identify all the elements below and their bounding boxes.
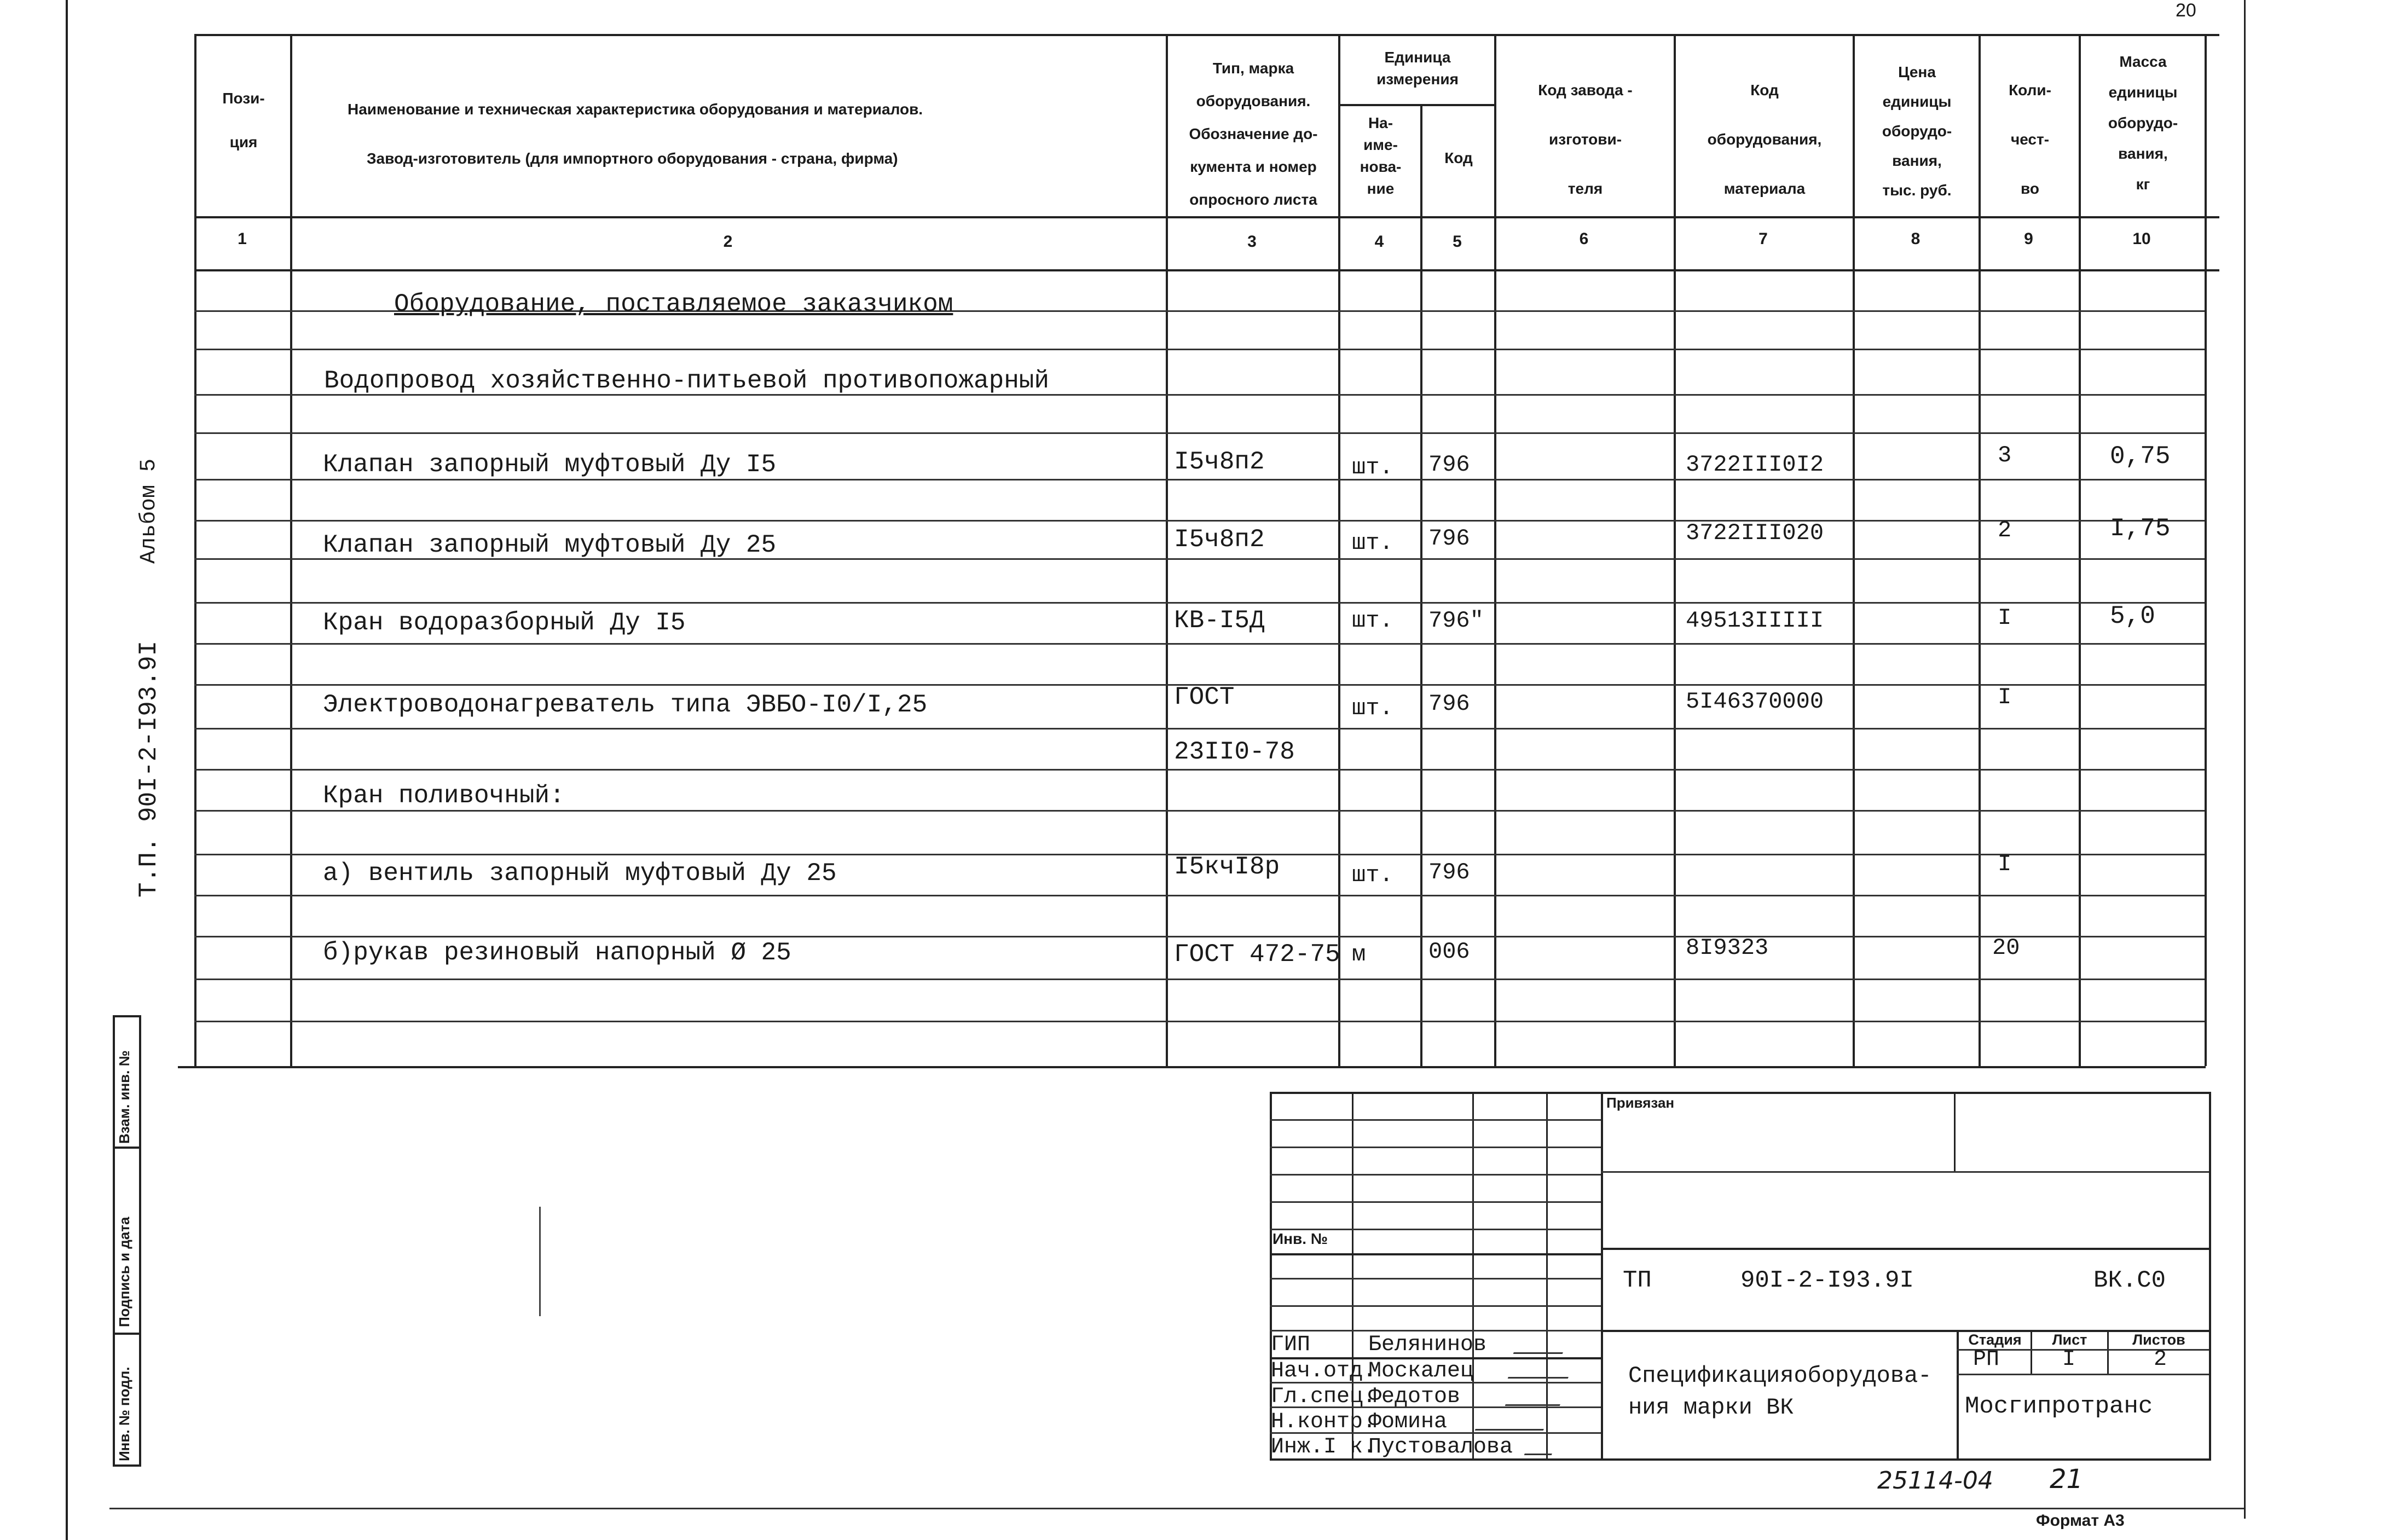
header-type: Тип, марка оборудования. Обозначение до- кумента и номер опросного листа — [1189, 60, 1318, 208]
header-position: Пози- ция — [222, 90, 265, 150]
header-equipment-code: Код оборудования, материала — [1707, 82, 1822, 197]
header-bottom-border — [194, 216, 2219, 218]
table-row-item-type: ГОСТ 472-75 — [1174, 940, 1340, 969]
table-row-item-equip-code: 3722III020 — [1686, 520, 1824, 546]
table-row-item-equip-code: 5I46370000 — [1686, 688, 1824, 715]
stamp-signature-date: Подпись и дата — [116, 1217, 132, 1327]
stamp-inv-podl: Инв. № подл. — [116, 1367, 132, 1461]
staff-name: Москалец — [1368, 1359, 1474, 1383]
signature-mark — [1475, 1415, 1549, 1431]
document-title: Спецификацияоборудова- ния марки ВК — [1628, 1363, 1932, 1421]
stamp-box-left — [113, 1015, 115, 1467]
staff-role: Гл.спец. — [1271, 1385, 1376, 1409]
unit-group-divider — [1338, 104, 1494, 106]
header-manufacturer-code: Код завода - изготови- теля — [1538, 82, 1633, 197]
col-number-9: 9 — [2024, 230, 2033, 248]
col-number-6: 6 — [1579, 230, 1589, 248]
col-number-1: 1 — [238, 230, 247, 248]
table-row-item-type: I5ч8п2 — [1174, 525, 1265, 554]
table-row-item-qty: 3 — [1998, 442, 2012, 468]
privyazan-label: Привязан — [1606, 1095, 1675, 1111]
table-row-item-equip-code: 49513IIIII — [1686, 607, 1824, 634]
inventory-number: 25114-04 — [1877, 1467, 1993, 1495]
table-row-item-name: б)рукав резиновый напорный Ø 25 — [323, 939, 791, 967]
staff-role: Н.контр. — [1271, 1410, 1376, 1434]
table-row-item-name: Клапан запорный муфтовый Ду I5 — [323, 450, 777, 479]
table-top-border — [194, 34, 2219, 36]
inv-no-label: Инв. № — [1272, 1230, 1328, 1247]
table-row-item-qty: I — [1998, 684, 2012, 710]
designation: 90I-2-I93.9I — [1740, 1267, 1914, 1294]
header-unit-code: Код — [1444, 149, 1473, 166]
staff-role: ГИП — [1271, 1333, 1311, 1357]
col-number-5: 5 — [1453, 233, 1462, 251]
signature-mark — [1513, 1338, 1569, 1354]
table-row-item-name: Электроводонагреватель типа ЭВБО-I0/I,25 — [323, 691, 928, 719]
stamp-box-right — [139, 1015, 141, 1467]
title-block-top — [1270, 1092, 2211, 1094]
table-row-item-unit-code: 796 — [1428, 859, 1470, 885]
col-number-2: 2 — [723, 233, 733, 251]
table-row-item-unit-code: 796 — [1428, 525, 1470, 552]
table-row-item-unit: шт. — [1352, 530, 1393, 556]
table-row-item-mass: I,75 — [2110, 514, 2171, 543]
signature-mark — [1524, 1439, 1558, 1455]
section-title: Оборудование, поставляемое заказчиком — [394, 290, 953, 319]
table-row-item-type: I5ч8п2 — [1174, 448, 1265, 476]
table-row-item-name: Кран водоразборный Ду I5 — [323, 609, 686, 637]
staff-name: Пустовалова — [1368, 1435, 1513, 1460]
subsection-title: Водопровод хозяйственно-питьевой противопожарный — [324, 367, 1050, 395]
header-unit-group: Единица измерения — [1376, 49, 1459, 88]
table-row-item-mass: 5,0 — [2110, 602, 2155, 630]
table-row-item-unit: шт. — [1352, 454, 1393, 480]
stamp-replacement-inv: Взам. инв. № — [116, 1050, 132, 1144]
corner-page-number: 20 — [2176, 0, 2196, 21]
stage-value: РП — [1973, 1347, 2000, 1372]
right-margin-line — [2244, 0, 2246, 1519]
sheets-value: 2 — [2154, 1347, 2167, 1372]
header-mass: Масса единицы оборудо- вания, кг — [2108, 53, 2178, 193]
subgroup-title: Кран поливочный: — [323, 781, 565, 810]
signature-mark — [1508, 1363, 1574, 1379]
table-row-item-qty: I — [1998, 605, 2012, 631]
page-number: 21 — [2050, 1464, 2084, 1495]
table-row-item-mass: 0,75 — [2110, 442, 2171, 471]
table-row-item-type: ГОСТ — [1174, 683, 1235, 711]
table-row-item-unit-code: 796 — [1428, 691, 1470, 717]
table-bottom-border — [178, 1066, 2206, 1068]
table-row-item-equip-code: 3722III0I2 — [1686, 451, 1824, 478]
staff-name: Белянинов — [1368, 1333, 1487, 1357]
table-row-item-unit-code: 796" — [1428, 607, 1484, 634]
table-row-item-unit-code: 796 — [1428, 451, 1470, 478]
col-number-8: 8 — [1911, 230, 1921, 248]
col-number-bottom-border — [194, 269, 2219, 271]
sheet-label: Лист — [2052, 1331, 2087, 1348]
staff-name: Фомина — [1368, 1410, 1448, 1434]
format-label: Формат А3 — [2036, 1512, 2125, 1530]
document-mark: ВК.С0 — [2093, 1267, 2166, 1294]
organization: Мосгипротранс — [1965, 1393, 2153, 1420]
table-row-item-unit: шт. — [1352, 862, 1393, 888]
bottom-frame-line — [109, 1508, 2244, 1509]
table-row-item-qty: 2 — [1998, 517, 2012, 543]
table-row-item-name: Клапан запорный муфтовый Ду 25 — [323, 531, 777, 559]
table-row-item-type: I5кчI8р — [1174, 853, 1280, 881]
table-row-item-qty: 20 — [1992, 935, 2020, 961]
table-row-item-qty: I — [1998, 851, 2012, 877]
pencil-mark — [539, 1207, 541, 1316]
table-row-item-type-line2: 23II0-78 — [1174, 738, 1295, 766]
stage-label: Стадия — [1968, 1331, 2022, 1348]
staff-role: Инж.I к. — [1271, 1435, 1376, 1460]
album-label: Альбом 5 — [137, 458, 161, 564]
col-number-10: 10 — [2132, 230, 2151, 248]
table-row-item-name: а) вентиль запорный муфтовый Ду 25 — [323, 859, 837, 888]
header-price: Цена единицы оборудо- вания, тыс. руб. — [1882, 63, 1952, 199]
col-number-3: 3 — [1247, 233, 1257, 251]
sheets-label: Листов — [2132, 1331, 2185, 1348]
table-row-item-type: КВ-I5Д — [1174, 606, 1265, 635]
project-side-label: Т.П. 90I-2-I93.9I — [135, 640, 163, 898]
col-number-7: 7 — [1759, 230, 1768, 248]
header-unit-name: На- име- нова- ние — [1360, 114, 1402, 197]
header-name: Наименование и техническая характеристика оборудования и материалов. Завод-изготовитель (для импортного оборудования - страна, фирма) — [348, 101, 923, 167]
sheet-value: I — [2062, 1347, 2076, 1372]
header-quantity: Коли- чест- во — [2009, 82, 2051, 197]
left-margin-line — [66, 0, 68, 1540]
table-row-item-unit-code: 006 — [1428, 939, 1470, 965]
table-row-item-unit: м — [1352, 941, 1366, 968]
designation-prefix: ТП — [1623, 1267, 1652, 1294]
staff-name: Федотов — [1368, 1385, 1461, 1409]
table-row-item-unit: шт. — [1352, 695, 1393, 721]
staff-role: Нач.отд. — [1271, 1359, 1376, 1383]
col-number-4: 4 — [1374, 233, 1384, 251]
table-row-item-equip-code: 8I9323 — [1686, 935, 1769, 961]
table-row-item-unit: шт. — [1352, 607, 1393, 634]
signature-mark — [1505, 1390, 1566, 1406]
